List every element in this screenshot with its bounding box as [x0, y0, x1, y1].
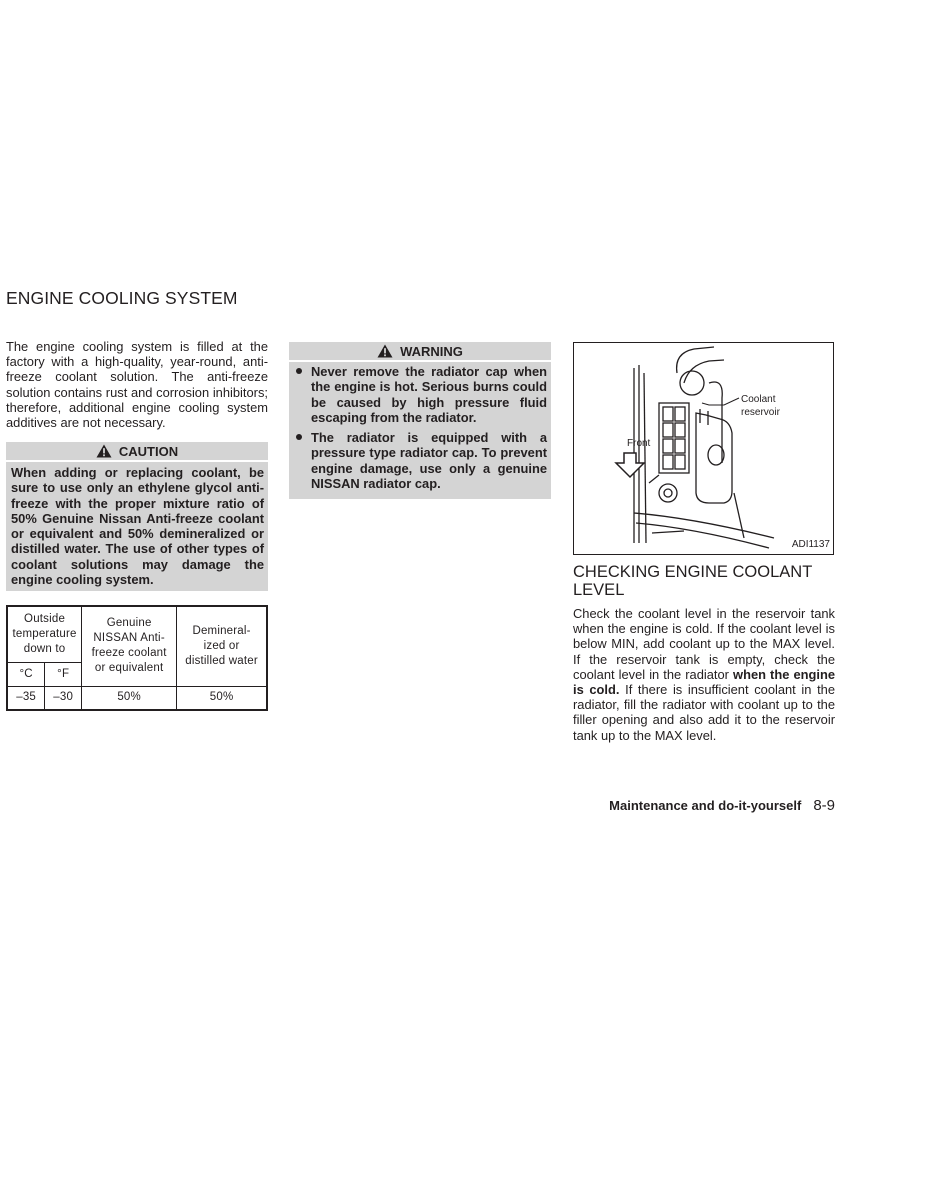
warning-label: WARNING — [400, 343, 463, 359]
bullet-icon — [296, 368, 302, 374]
check-coolant-paragraph — [573, 606, 835, 743]
footer-chapter: Maintenance and do-it-yourself — [609, 798, 802, 813]
warning-header — [289, 342, 551, 362]
table-cell-celsius: –35 — [7, 686, 45, 710]
coolant-mixture-table — [6, 605, 268, 711]
table-row — [7, 686, 267, 710]
warning-triangle-icon — [377, 344, 393, 358]
page-footer — [591, 798, 835, 815]
table-header-antifreeze: Genuine NISSAN Anti-freeze coolant or equivalent — [82, 606, 177, 686]
caution-box — [6, 442, 268, 591]
table-header-temperature: Outside temperature down to — [7, 606, 82, 662]
table-cell-antifreeze: 50% — [82, 686, 177, 710]
warning-item-text: The radiator is equipped with a pressure type radiator cap. To prevent engine damage, use only a genuine NISSAN radiator cap. — [311, 430, 547, 492]
subsection-title — [573, 563, 835, 599]
check-text-bold: when the engine is cold. — [573, 666, 835, 698]
caution-text: When adding or replacing coolant, be sure to use only an ethylene glycol anti-freeze with the proper mixture ratio of 50% Genuine Nissan Anti-freeze coolant or equivalent and 50% demineralized or distilled water. The use of other types of coolant solutions may damage the engine cooling system. — [11, 465, 264, 588]
caution-header — [6, 442, 268, 462]
table-cell-water: 50% — [177, 686, 267, 710]
warning-list — [289, 362, 551, 499]
table-header-water: Demineral-ized or distilled water — [177, 606, 267, 686]
coolant-reservoir-figure — [573, 342, 834, 555]
subsection-title-line2: LEVEL — [573, 581, 625, 599]
subsection-title-line1: CHECKING ENGINE COOLANT — [573, 563, 813, 581]
list-item — [293, 430, 547, 491]
warning-box — [289, 342, 551, 499]
front-arrow-icon — [616, 453, 644, 477]
warning-triangle-icon — [96, 444, 112, 458]
engine-bay-illustration — [574, 343, 833, 554]
table-header-celsius: °C — [7, 662, 45, 686]
front-label: Front — [627, 438, 651, 449]
reservoir-label-line2: reservoir — [741, 407, 780, 418]
intro-paragraph: The engine cooling system is filled at the factory with a high-quality, year-round, anti-freeze coolant solution. The anti-freeze solution contains rust and corrosion inhibitors; therefore, additional engine cooling system additives are not necessary. — [6, 339, 268, 431]
warning-item-text: Never remove the radiator cap when the engine is hot. Serious burns could be caused by high pressure fluid escaping from the radiator. — [311, 364, 547, 425]
check-text-part1: Check the coolant level in the reservoir tank when the engine is cold. If the coolant level is below MIN, add coolant up to the MAX level. If the reservoir tank is empty, check the coolant level in the radiator — [573, 606, 835, 682]
list-item — [293, 364, 547, 425]
section-title: ENGINE COOLING SYSTEM — [6, 288, 238, 308]
bullet-icon — [296, 434, 302, 440]
figure-id: ADI1137 — [791, 539, 830, 550]
table-header-fahrenheit: °F — [45, 662, 82, 686]
check-text-part2: If there is insufficient coolant in the radiator, fill the radiator with coolant up to the filler opening and also add it to the reservoir tank up to the MAX level. — [573, 682, 835, 743]
table-cell-fahrenheit: –30 — [45, 686, 82, 710]
reservoir-label-line1: Coolant — [741, 394, 776, 405]
caution-label: CAUTION — [118, 443, 179, 459]
page-number: 8-9 — [813, 797, 835, 814]
